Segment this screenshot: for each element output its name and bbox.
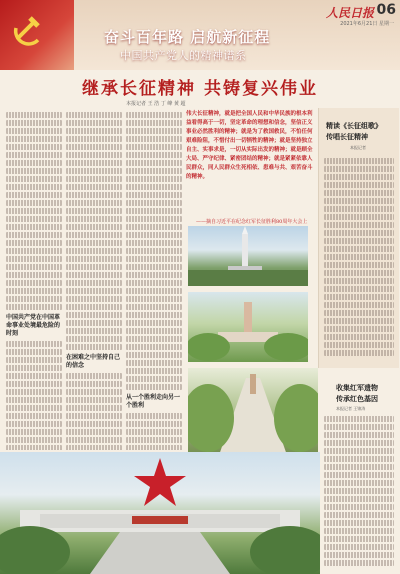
lead-quote-source: ——摘自习近平在纪念红军长征胜利80周年大会上 xyxy=(196,219,308,225)
red-star-monument-photo xyxy=(0,452,320,574)
garden-path-photo xyxy=(188,368,318,458)
page-number: 06 xyxy=(376,2,396,18)
section-head-3: 从一个胜利走向另一个胜利 xyxy=(126,394,181,409)
section-head-2: 在困难之中坚持自己的信念 xyxy=(66,354,121,369)
section-head-1: 中国共产党在中国革命事业处境最危险的时刻 xyxy=(6,314,61,337)
main-headline: 继承长征精神 共铸复兴伟业 xyxy=(82,79,318,99)
monument-photo xyxy=(188,226,308,286)
banner-subtitle: 中国共产党人的精神谱系 xyxy=(120,49,247,62)
sidebar-poem-byline: 本报记者 xyxy=(350,145,366,150)
dateline: 2021年6月21日 星期一 xyxy=(340,21,394,27)
hammer-sickle-icon xyxy=(8,8,48,48)
memorial-park-photo xyxy=(188,292,308,362)
article-column-1 xyxy=(6,110,62,450)
sidebar-poem-body xyxy=(324,156,394,366)
sidebar-story-title: 收集红军遗物 传承红色基因 xyxy=(336,383,378,403)
article-column-2 xyxy=(66,110,122,450)
sidebar-story-body xyxy=(324,414,394,570)
masthead-logo: 人民日报 xyxy=(325,6,374,20)
page-banner xyxy=(0,0,400,70)
main-byline: 本报记者 王 浩 丁 峰 黄 超 xyxy=(126,101,186,107)
lead-quote: 伟大长征精神，就是把全国人民和中华民族的根本利益看得高于一切，坚定革命的理想和信念，坚信正义事业必然胜利的精神；就是为了救国救民，不怕任何艰难险阻，不惜付出一切牺牲的精神；就是坚持独立自主、实事求是，一切从实际出发的精神；就是顾全大局、严守纪律、紧密团结的精神；就是紧紧依靠人民群众，同人民群众生死相依、患难与共、艰苦奋斗的精神。 xyxy=(186,111,313,180)
banner-title: 奋斗百年路 启航新征程 xyxy=(104,28,271,46)
article-column-3 xyxy=(126,110,182,450)
sidebar-poem-title: 精读《长征组歌》 传唱长征精神 xyxy=(326,121,382,141)
sidebar-story-byline: 本报记者 王锦涛 xyxy=(336,406,366,411)
